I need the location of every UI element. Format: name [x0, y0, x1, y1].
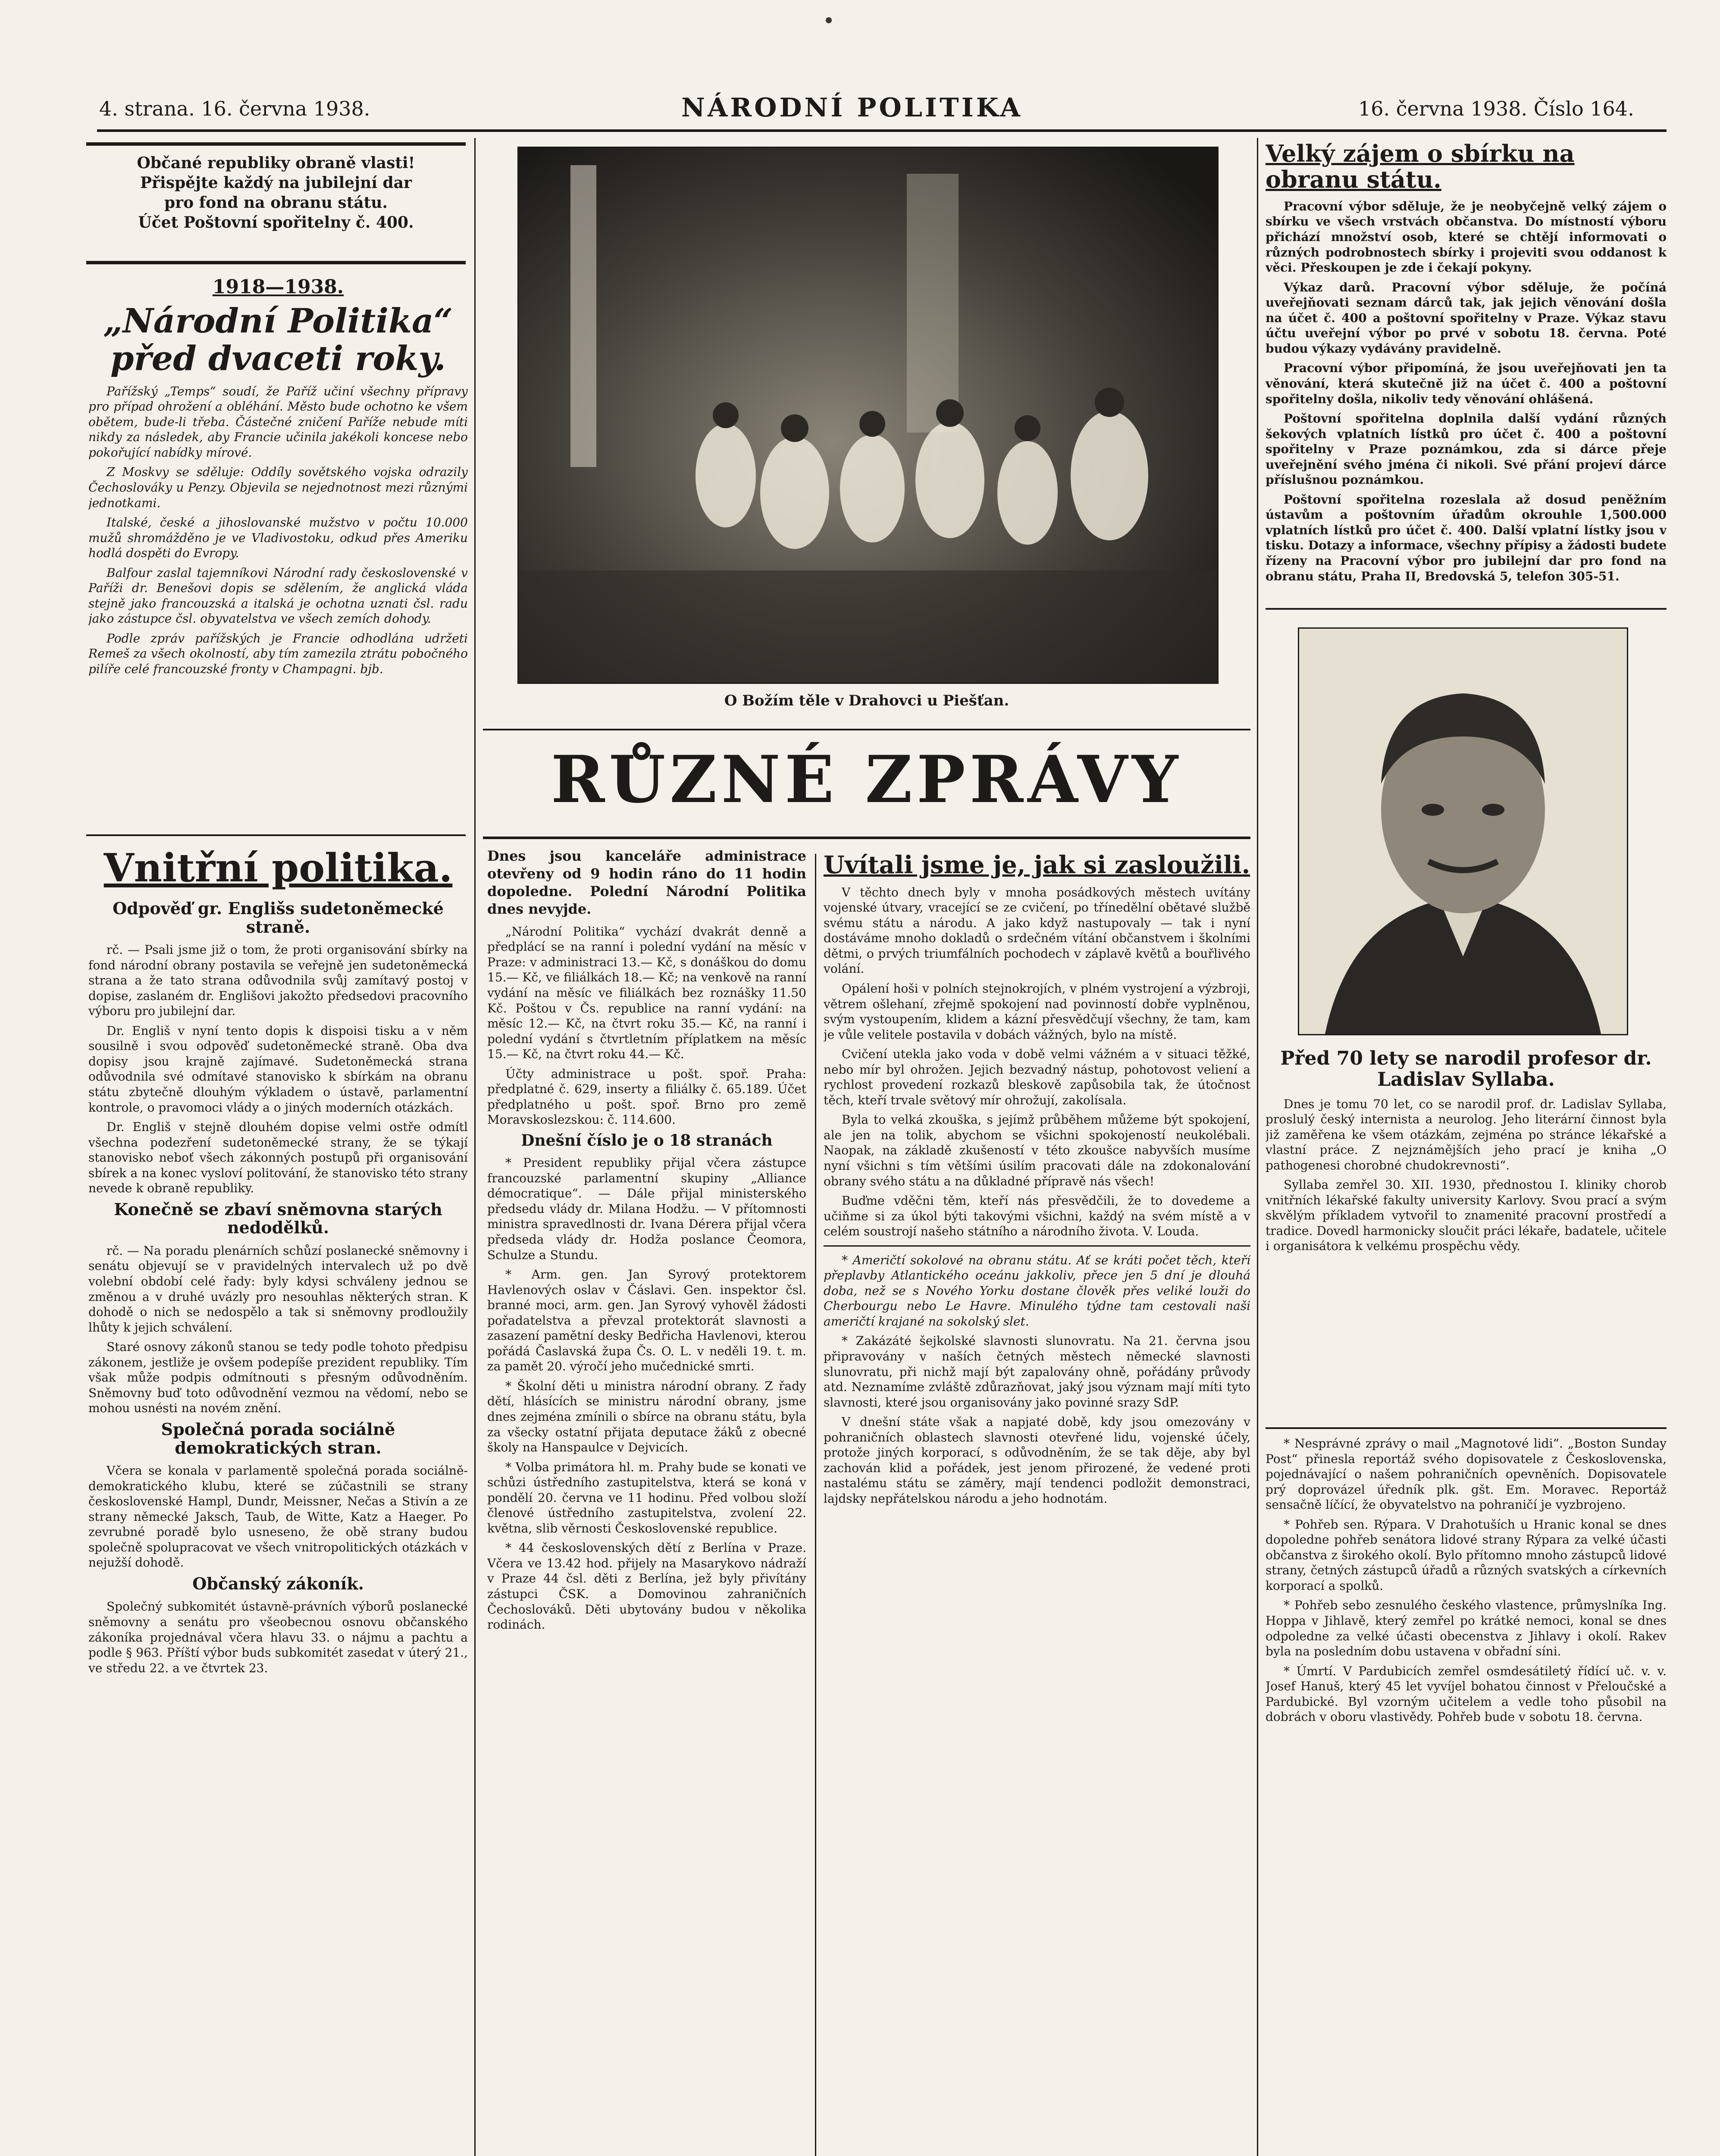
masthead: NÁRODNÍ POLITIKA: [681, 93, 1023, 123]
news-item: * Nesprávné zprávy o mail „Magnotové lidi“. „Boston Sunday Post“ přinesla reportáž svého dopisovatele z Československa, pojednávající o našem pohraničních opevněních. Dopisovatele prý doprovázel úředník plk. gšt. Em. Moravec. Reportáž sensačně líčící, že obyvatelstvo na pohraničí je vyzbrojeno.: [1266, 1436, 1667, 1512]
article-paragraph: Dnes je tomu 70 let, co se narodil prof. dr. Ladislav Syllaba, proslulý český internista a neurolog. Jeho literární činnost byla již zaměřena ke všem otázkám, zejména po stránce lékařské a vlastní práce. Z nejznámějších jeho prací je kniha „O pathogenesi chorobné chudokrevnosti“.: [1266, 1097, 1667, 1172]
news-item: „Národní Politika“ vychází dvakrát denně a předplácí se na ranní i polední vydání na měsíc v Praze: v administraci 13.— Kč, s donáškou do domu 15.— Kč, ve filiálkách 18.— Kč; na venkově na ranní vydání na měsíc ve filiálkách bez roznášky 11.50 Kč. Poštou v Čs. republice na ranní vydání: na měsíc 12.— Kč, na čtvrt roku 35.— Kč, na ranní i polední vydání s čtvrtletním příplatkem na měsíc 15.— Kč, na čtvrt roku 44.— Kč.: [487, 924, 806, 1062]
section-rule: [483, 837, 1250, 839]
article-paragraph: Syllaba zemřel 30. XII. 1930, přednostou I. kliniky chorob vnitřních lékařské fakulty university Karlovy. Svou prací a svým skvělým příkladem vytvořil to znamenité pracovní prostředí a tradice. Dovedl harmonicky sloučit práci lékaře, badatele, učitele i organisátora k velkému prospěchu vědy.: [1266, 1178, 1667, 1253]
column-ruzne-zpravy: [487, 847, 806, 2156]
subsection-title: Společná porada sociálně demokratických stran.: [161, 1419, 395, 1457]
banner-line: Účet Poštovní spořitelny č. 400.: [138, 213, 414, 232]
news-item: * President republiky přijal včera zástupce francouzské parlamentní skupiny „Alliance démocratique“. — Dále přijal ministerského předsedu vlády dr. Milana Hodžu. — V přítomnosti ministra spravedlnosti dr. Ivana Dérera přijal včera předseda vlády dr. Hodža poslance Čeomora, Schulze a Stundu.: [487, 1156, 806, 1262]
banner-rule-bottom: [86, 261, 466, 264]
column-divider: [815, 854, 816, 2156]
banner-line: Přispějte každý na jubilejní dar: [140, 174, 412, 192]
article-paragraph: Italské, české a jihoslovanské mužstvo v počtu 10.000 mužů shromážděno je ve Vladivostoku, odkud přes Ameriku hodlá dospěti do Evropy.: [88, 515, 468, 561]
section-rule: [483, 729, 1250, 730]
section-heading: Vnitřní politika.: [103, 845, 453, 891]
section-rule: [1266, 1427, 1667, 1429]
article-paragraph: Dr. Engliš v stejně dlouhém dopise velmi ostře odmítl všechna podezření sudetoněmecké strany, že se týkají stanovisko neboť všech zákonných postupů při organisování sbírek a na konec vysloví politování, že stanovisko této strany nevede k obraně republiky.: [88, 1120, 468, 1196]
portrait-image: [1299, 629, 1627, 1034]
article-paragraph: * Zakázáté šejkolské slavnosti slunovratu. Na 21. června jsou připravovány v naších četných městech německé slavnosti slunovratu, při nichž mají být zapalovány ohně, pořádány průvody atd. Neznamíme zvláště zdůrazňovat, jaký jsou význam mají míti tyto slavnosti, které jsou organisovány jako povinné srazy SdP.: [824, 1334, 1250, 1410]
procession-image: [519, 148, 1217, 683]
column-divider: [474, 138, 476, 2156]
section-vnitrni-politika: [88, 841, 468, 2156]
article-paragraph: Výkaz darů. Pracovní výbor sděluje, že počíná uveřejňovati seznam dárců tak, jak jejich věnování došla na účet č. 400 a poštovní spořitelny v Praze. Výkaz stavu účtu uveřejní výbor po prvé v sobotu 18. června. Poté budou výkazy vydávány pravidelně.: [1266, 280, 1667, 356]
column-divider: [1257, 138, 1258, 2156]
article-paragraph: Pařížský „Temps“ soudí, že Paříž učiní všechny přípravy pro případ ohrožení a obléhání. Město bude ochotno ke všem obětem, bude-li třeba. Částečné zničení Paříže nebude míti nikdy za následek, aby Francie učinila jakékoli koncese nebo pokořující nabídky mírové.: [88, 384, 468, 460]
header-date-right: 16. června 1938. Číslo 164.: [1358, 97, 1634, 120]
article-paragraph: Poštovní spořitelna rozeslala až dosud peněžním ústavům a poštovním úřadům okrouhle 1,500.000 vplatních lístků pro účet č. 400. Další vplatní lístky jsou v tisku. Dotazy a informace, všechny přípisy a žádosti budete řízeny na Pracovní výbor pro jubilejní dar pro fond na obranu státu, Praha II, Bredovská 5, telefon 305-51.: [1266, 492, 1667, 583]
header-date-left: 4. strana. 16. června 1938.: [99, 97, 370, 120]
news-item: * Arm. gen. Jan Syrový protektorem Havlenových oslav v Čáslavi. Gen. inspektor čsl. branné moci, arm. gen. Jan Syrový vyhověl žádosti pořadatelstva a převzal protektorát slavnosti a zasazení pamětní desky Bedřicha Havlenovi, kterou pořádá Časlavská župa Čs. O. L. v neděli 19. t. m. za pamět 20. výročí jeho mučednické smrti.: [487, 1267, 806, 1374]
article-title: Před 70 lety se narodil profesor dr. Ladislav Syllaba.: [1280, 1047, 1652, 1091]
office-hours-notice: Dnes jsou kanceláře administrace otevřeny od 9 hodin ráno do 11 hodin dopoledne. Polední Národní Politika dnes nevyjde.: [487, 848, 806, 917]
subsection-title: Občanský zákoník.: [192, 1573, 364, 1593]
article-title: Uvítali jsme je, jak si zasloužili.: [824, 851, 1250, 879]
news-item: * Školní děti u ministra národní obrany. Z řady dětí, hlásících se ministru národní obrany, jsme dnes zejména zmínili o sbírce na obranu státu, byla za všecky ostatní přijata deputace žáků z obecné školy na Hanspaulce v Dejvicích.: [487, 1379, 806, 1455]
article-paragraph: Byla to velká zkouška, s jejímž průběhem můžeme být spokojení, ale jen na tolik, abychom se všichni spokojeností neukolébali. Naopak, na základě zkušeností v této zkoušce nabyvších musíme nyní všichni s tím většími úsilím pracovati dále na zdokonalování obrany svého státu a na důkladné přípravě nás všech!: [824, 1112, 1250, 1188]
subsection-title: Konečně se zbaví sněmovna starých nedodělků.: [114, 1199, 442, 1238]
article-paragraph: V dnešní státe však a napjaté době, kdy jsou omezovány v pohraničních oblastech slavnosti otevřené lidu, vojenské účely, protože jiných korporací, s odůvodněním, že se tak děje, aby byl zachován klid a pořádek, jest jenom přirozené, že vedené proti nastalému státu se záměry, mají tendenci podložit demonstraci, lajdsky nepřátelskou národu a jeho hodnotám.: [824, 1415, 1250, 1506]
article-paragraph: Poštovní spořitelna doplnila další vydání různých šekových vplatních lístků pro účet č. 400 a poštovní spořitelny v Praze poznámkou, zda si dárce přeje uveřejnění svého jména či nikoli. Své přání projeví dárce příslušnou poznámkou.: [1266, 411, 1667, 487]
banner-line: pro fond na obranu státu.: [164, 194, 388, 212]
article-paragraph: rč. — Na poradu plenárních schůzí poslanecké sněmovny i senátu objevují se v pravidelných intervalech už po dvě volební období celé řady: byly kdysi schváleny jednou se změnou a v druhé uvázly pro nesouhlas některých stran. K dohodě o nich se nedospělo a tak si sněmovny prodloužily lhůty k jejich schválení.: [88, 1243, 468, 1335]
banner-obrana: [86, 153, 466, 232]
article-paragraph: * Američtí sokolové na obranu státu. Ať se kráti počet těch, kteří přeplavby Atlantického oceánu jakkoliv, přece jen 5 dní je dlouhá doba, než se s Nového Yorku dostane člověk přes veliké louži do Cherbourgu nebo Le Havre. Minulého týdne tam cestovali naši američtí krajané na sokolský slet.: [824, 1253, 1250, 1329]
article-paragraph: Cvičení utekla jako voda v době velmi vážném a v situaci těžké, nebo mír byl ohrožen. Jejich bezvadný nástup, pohotovost veliení a rychlost provedení rozkazů bleskově zapůsobila tak, že útočnost těch, kteří trvale světový mír ohrožují, zakolísala.: [824, 1047, 1250, 1107]
article-paragraph: Buďme vděčni těm, kteří nás přesvědčili, že to dovedeme a učiňme si za úkol býti takovými všichni, každý na svém místě a v celém soustrojí našeho státního a národního života. V. Louda.: [824, 1194, 1250, 1239]
article-title: Velký zájem o sbírku na obranu státu.: [1266, 140, 1575, 194]
subsection-title: Odpověď gr. Englišs sudetoněmecké straně.: [113, 899, 444, 937]
article-paragraph: Pracovní výbor připomíná, že jsou uveřejňovati jen ta věnování, která skutečně již na účet č. 400 a poštovní spořitelny došla, nikoliv tedy věnování ohlášená.: [1266, 361, 1667, 406]
section-heading-ruzne: RŮZNÉ ZPRÁVY: [551, 742, 1183, 818]
article-paragraph: Opálení hoši v polních stejnokrojích, v plném vystrojení a výzbroji, větrem ošlehaní, zřejmě spokojení nad povinností dobře vyplněnou, svým vystoupením, klidem a kázní přesvědčují všechny, že tam, kam je vůle velitele postavila v dobách vážných, bylo na místě.: [824, 981, 1250, 1042]
news-item: * Pohřeb sen. Rýpara. V Drahotuších u Hranic konal se dnes dopoledne pohřeb senátora lidové strany Rýpara za velké účasti občanstva z širokého okolí. Bylo přítomno mnoho zástupců lidové strany, četných zástupců úřadů a různých svatských a církevních korporací a spolků.: [1266, 1517, 1667, 1593]
article-paragraph: Staré osnovy zákonů stanou se tedy podle tohoto předpisu zákonem, jestliže je ovšem podepíše prezident republiky. Tím však může podpis odmítnouti s přesným odůvodněním. Sněmovny buď toto odůvodnění vezmou na vědomí, nebo se mohou usnésti na novém znění.: [88, 1340, 468, 1416]
article-syllaba: [1266, 1044, 1667, 1423]
article-paragraph: Dr. Engliš v nyní tento dopis k dispoisi tisku a v něm sousilně i svou odpověď sudetoněmecké straně. Oba dva dopisy jsou krajně zajímavé. Sudetoněmecká strana odůvodnila své odmítavé stanovisko k sbírkám na obranu státu zbytečně dlouhým výkladem o ústavě, parlamentní kontrole, o pravomoci vlády a o jiných moderních otázkách.: [88, 1023, 468, 1115]
photo-caption: O Božím těle v Drahovci u Piešťan.: [724, 692, 1009, 709]
banner-line: Občané republiky obraně vlasti!: [137, 154, 415, 172]
page-speck: [826, 17, 832, 23]
photo-bozi-telo: [517, 147, 1219, 684]
article-paragraph: Podle zpráv pařížských je Francie odhodlána udržeti Remeš za všech okolností, aby tím zamezila ztrátu pobočného pilíře celé francouzské fronty v Champagni. bjb.: [88, 631, 468, 677]
article-paragraph: rč. — Psali jsme již o tom, že proti organisování sbírky na fond národní obrany postavila se veřejně jen sudetoněmecká strana a že tato strana odůvodnila svůj zamítavý postoj v dopise, zaslaném dr. Englišovi jakožto předsedovi pracovního výboru pro jubilejní dar.: [88, 943, 468, 1018]
article-velky-zajem: [1266, 138, 1667, 604]
news-item: * Úmrtí. V Pardubicích zemřel osmdesátiletý řídící uč. v. v. Josef Hanuš, který 45 let vyvíjel bohatou činnost v Přeloučské a Pardubické. Byl vzorným učitelem a vedle toho působil na dobrách v oboru vlastivědy. Pohřeb bude v sobotu 18. června.: [1266, 1664, 1667, 1724]
header-rule: [97, 129, 1667, 132]
section-rule: [1266, 608, 1667, 610]
news-item-heading: Dnešní číslo je o 18 stranách: [521, 1131, 773, 1150]
article-paragraph: V těchto dnech byly v mnoha posádkových městech uvítány vojenské útvary, vracející se ze cvičení, po třínedělní obětavé službě svému státu a národu. A jako když nastupovaly — tak i nyní dostáváme mnoho dokladů o srdečném vítání občanstvem i školními dětmi, o prvých triumfálních pochodech v záplavě květů a bouřlivého volání.: [824, 885, 1250, 976]
article-paragraph: Pracovní výbor sděluje, že je neobyčejně velký zájem o sbírku ve všech vrstvách občanstva. Do místností výboru přichází množství osob, které se chtějí informovati o různých podrobnostech sbírky i projeviti svou oddanost k věci. Přeskoupen je zde i čekají pokyny.: [1266, 199, 1667, 275]
column-uvitali: [824, 847, 1250, 2156]
article-paragraph: Balfour zaslal tajemníkovi Národní rady československé v Paříži dr. Benešovi dopis se sdělením, že anglická vláda stejně jako francouzská a italská je ochotna uznati čsl. radu jako zástupce čsl. obyvatelstva ve všech zemích dohody.: [88, 565, 468, 626]
news-item: Účty administrace u pošt. spoř. Praha: předplatné č. 629, inserty a filiálky č. 65.189. Účet předplatného u pošt. spoř. Brno pro země Moravskoslezskou: č. 114.600.: [487, 1066, 806, 1127]
news-item: * Volba primátora hl. m. Prahy bude se konati ve schůzi ústředního zastupitelstva, která se koná v pondělí 20. června ve 11 hodinu. Před volbou složí členové ústředního zastupitelstva, zvolení 22. května, slib věrnosti Československé republice.: [487, 1460, 806, 1536]
news-item: * 44 československých dětí z Berlína v Praze. Včera ve 13.42 hod. přijely na Masarykovo nádraží v Praze 44 čsl. děti z Berlína, jež byly přivítány zástupci ČSK. a Domovinou zahraničních Čechoslováků. Děti ubytovány budou v několika rodinách.: [487, 1541, 806, 1632]
article-paragraph: Včera se konala v parlamentě společná porada sociálně-demokratického klubu, které se zúčastnili se strany československé Hampl, Dundr, Meissner, Nečas a Stivín a ze strany německé Jaksch, Taub, de Witte, Katz a Haeger. Po zevrubné poradě bylo usneseno, že obě strany budou společně spolupracovat ve všech vnitropolitických otázkách v nejužší dohodě.: [88, 1463, 468, 1570]
section-rule: [86, 834, 466, 836]
article-pred-dvaceti-roky: [88, 276, 468, 828]
article-paragraph: Společný subkomitét ústavně-právních výborů poslanecké sněmovny a senátu pro všeobecnou osnovu občanského zákoníka projednával včera hlavu 33. o nájmu a pachtu a podle § 963. Příští výbor buds subkomitét zasedat v úterý 21., ve středu 22. a ve čtvrtek 23.: [88, 1599, 468, 1675]
article-title: „Národní Politika“ před dvaceti roky.: [103, 301, 453, 379]
news-item: * Pohřeb sebo zesnulého českého vlastence, průmyslníka Ing. Hoppa v Jihlavě, který zemřel po krátké nemoci, konal se dnes odpoledne za velké účasti obecenstva z Jihlavy i okolí. Rakev byla na posledním dobu ustavena v obřadní síni.: [1266, 1598, 1667, 1659]
banner-rule-top: [86, 142, 466, 146]
section-rule: [824, 1245, 1250, 1247]
column-right-news: [1266, 1436, 1667, 2156]
photo-portrait-syllaba: [1298, 627, 1628, 1035]
article-years: 1918—1938.: [212, 276, 344, 298]
article-paragraph: Z Moskvy se sděluje: Oddíly sovětského vojska odrazily Čechoslováky u Penzy. Objevila se nejednotnost mezi různými jednotkami.: [88, 465, 468, 510]
